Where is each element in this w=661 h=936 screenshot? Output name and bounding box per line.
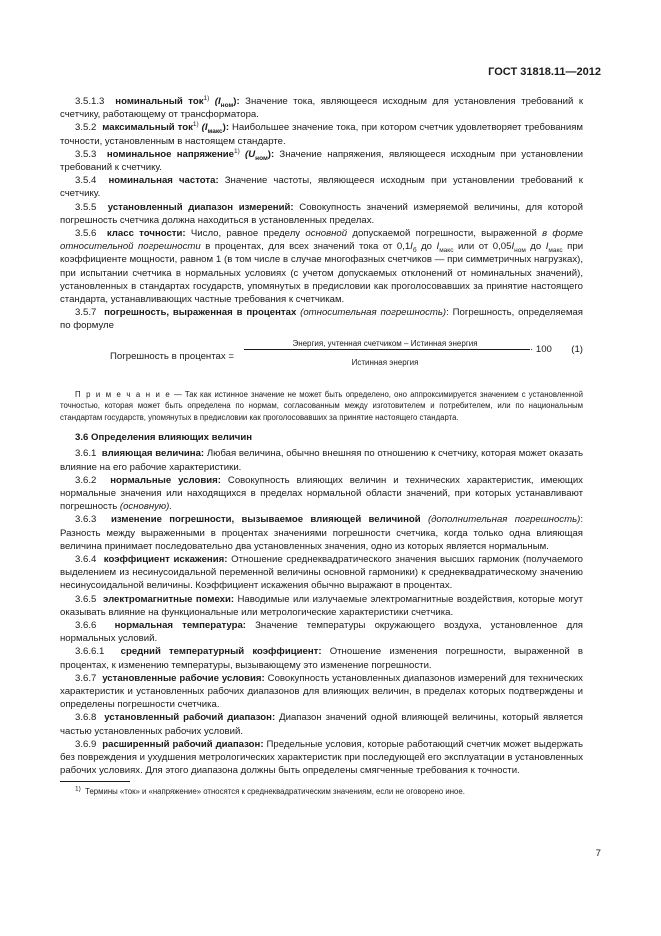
- clause-3-6-3: 3.6.3 изменение погрешности, вызываемое влияющей величиной (дополнительная погрешность): Разность между выраженными в процентах значениями погрешности счетчика, когда только одна влияющая величина принимает последовательно два установленных значения, одно из которых является нормальным.: [60, 514, 583, 552]
- document-header: ГОСТ 31818.11—2012: [488, 66, 601, 78]
- footnote-separator: [60, 781, 130, 782]
- clause-3-6-6: 3.6.6 нормальная температура: Значение температуры окружающего воздуха, установленное для нормальных условий.: [60, 620, 583, 645]
- formula-left-side: Погрешность в процентах =: [110, 350, 234, 362]
- page-number: 7: [595, 848, 601, 859]
- clause-3-5-3: 3.5.3 номинальное напряжение$^{1)}$ $(U_{ном})$: Значение напряжения, являющееся исходным при установлении требований к счетчику.: [60, 147, 583, 174]
- clause-3-6-7: 3.6.7 установленные рабочие условия: Совокупность установленных диапазонов измерений для технических характеристик и установленных рабочих диапазонов для влияющих величин, в пределах которых подтверждены и определены погрешности счетчика.: [60, 672, 583, 711]
- note: П р и м е ч а н и е — Так как истинное значение не может быть определено, оно аппроксимируется значением с установленной точностью, которая может быть определена по нормам, согласованным между изготовителем и потребителем, или по национальным стандартам государств, упомянутых в предисловии как проголосовавших за принятие настоящего стандарта.: [60, 389, 583, 422]
- formula-numerator: Энергия, учтенная счетчиком – Истинная энергия: [292, 338, 478, 348]
- section-heading-3-6: 3.6 Определения влияющих величин: [75, 432, 253, 444]
- equation-number: (1): [571, 343, 583, 355]
- formula-denominator: Истинная энергия: [351, 357, 419, 367]
- clause-3-6-9: 3.6.9 расширенный рабочий диапазон: Предельные условия, которые работающий счетчик может выдержать без повреждения и ухудшения метрологических характеристик при последующей его эксплуатации в установленных рабочих условиях. Для этого диапазона должны быть определены смягченные требования к точности.: [60, 738, 583, 777]
- clause-3-6-4: 3.6.4 коэффициент искажения: Отношение среднеквадратического значения высших гармоник (получаемого выделением из несинусоидальной переменной величины основной гармоники) к среднеквадратическому значению несинусоидальной величины. Коэффициент искажения обычно выражают в процентах.: [60, 553, 583, 592]
- clause-3-5-4: 3.5.4 номинальная частота: Значение частоты, являющееся исходным при установлении требований к счетчику.: [60, 175, 583, 200]
- clause-3-5-5: 3.5.5 установленный диапазон измерений: Совокупность значений измеряемой величины, для которой погрешность счетчика должна находиться в установленных пределах.: [60, 201, 583, 226]
- footnote: $^{1)}$ Термины «ток» и «напряжение» относятся к среднеквадратическим значениям, если не оговорено иное.: [75, 785, 465, 797]
- error-formula: [60, 335, 583, 383]
- clause-3-5-6: 3.5.6 класс точности: Число, равное пределу основной допускаемой погрешности, выраженной в форме относительной погрешности в процентах, для всех значений тока от $0,1I_б$ до $I_{макс}$ или от $0,05I_{ном}$ до $I_{макс}$ при коэффициенте мощности, равном 1 (в том числе в случае многофазных счетчиков — при симметричных нагрузках), при испытании счетчика в нормальных условиях (с учетом допускаемых отклонений от номинальных значений), установленных в стандартах государств, упомянутых в предисловии как проголосовавших за принятие настоящего стандарта, устанавливающих частные требования к счетчикам.: [60, 228, 584, 306]
- clause-3-6-5: 3.6.5 электромагнитные помехи: Наводимые или излучаемые электромагнитные воздействия, которые могут оказывать влияние на функциональные или метрологические характеристики счетчика.: [60, 593, 583, 618]
- clause-3-6-6-1: 3.6.6.1 средний температурный коэффициент: Отношение изменения погрешности, выраженной в процентах, к изменению температуры, вызывающему это изменение погрешности.: [60, 646, 583, 671]
- clause-3-5-2: 3.5.2 максимальный ток$^{1)}$ $(I_{макс})$: Наибольшее значение тока, при котором счетчик удовлетворяет требованиям точности, установленным в настоящем стандарте.: [60, 121, 583, 147]
- formula-multiplier: · 100: [530, 343, 552, 355]
- clause-3-5-7: 3.5.7 погрешность, выраженная в процентах (относительная погрешность): Погрешность, определяемая по формуле: [60, 307, 583, 332]
- clause-3-6-8: 3.6.8 установленный рабочий диапазон: Диапазон значений одной влияющей величины, который является частью установленных рабочих условий.: [60, 712, 583, 737]
- page-body: [60, 95, 583, 799]
- clause-3-6-1: 3.6.1 влияющая величина: Любая величина, обычно внешняя по отношению к счетчику, которая может оказать влияние на его рабочие характеристики.: [60, 448, 583, 473]
- fraction-bar: [244, 349, 530, 350]
- clause-3-6-2: 3.6.2 нормальные условия: Совокупность влияющих величин и технических характеристик, имеющих нормальные значения или находящихся в пределах нормальной области значений, при которых устанавливают погрешность (основную).: [60, 474, 583, 513]
- clause-3-5-1-3: 3.5.1.3 номинальный ток$^{1)}$ $(I_{ном})$: Значение тока, являющееся исходным для установления требований к счетчику, работающему от трансформатора.: [60, 94, 584, 121]
